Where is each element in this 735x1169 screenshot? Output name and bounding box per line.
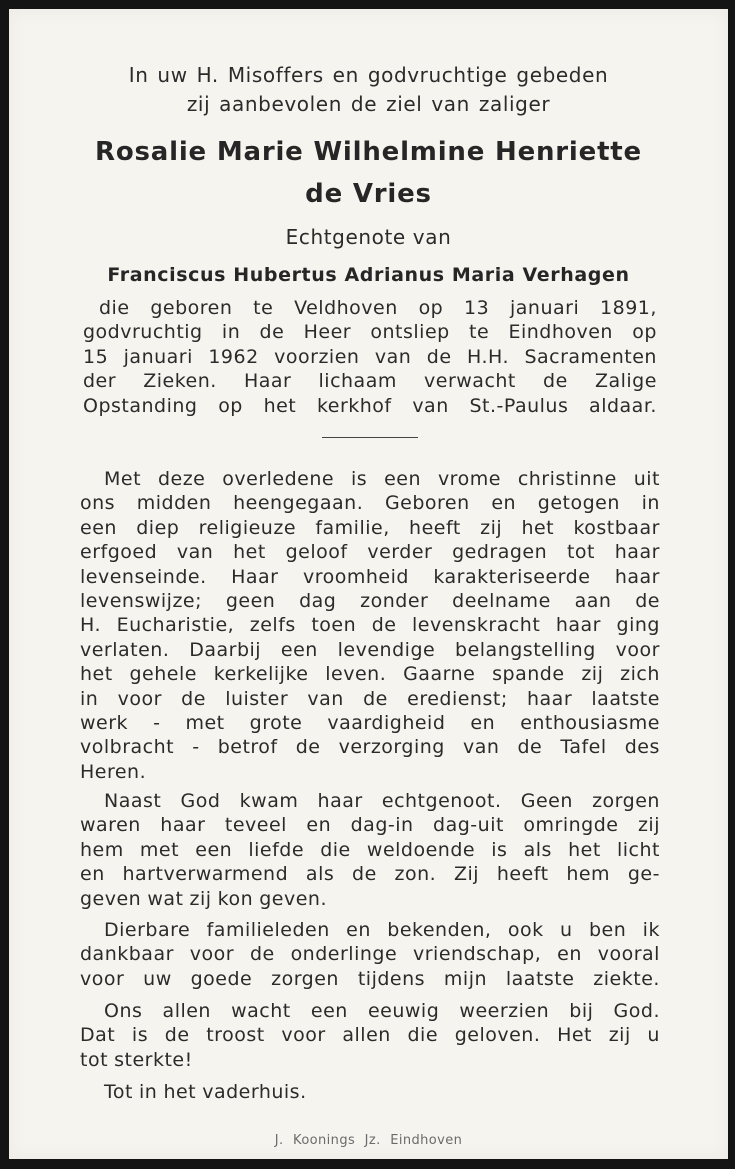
word: der — [83, 370, 117, 393]
word: en — [470, 712, 496, 735]
word: God. — [613, 1000, 660, 1022]
word: Haar — [231, 565, 279, 588]
word: zij — [189, 887, 212, 910]
word: laatste — [505, 967, 575, 990]
word: Gaarne — [403, 663, 476, 686]
word: godvruchtig — [83, 321, 203, 344]
word: uit — [633, 468, 660, 490]
eulogy-line — [80, 613, 660, 637]
eulogy-line — [80, 662, 660, 686]
word: van — [412, 394, 449, 417]
word: zorgen — [271, 967, 339, 990]
word: is — [131, 1024, 149, 1047]
word: de — [543, 370, 568, 393]
word: troost — [206, 1024, 265, 1047]
word: de — [295, 736, 321, 759]
eulogy-line — [80, 918, 660, 942]
word: van — [374, 345, 412, 368]
word: H.H. — [467, 345, 509, 368]
eulogy-line — [80, 862, 660, 886]
word: zelfs — [249, 614, 296, 637]
closing-phrase — [80, 1080, 660, 1104]
word: Veldhoven — [294, 297, 398, 319]
word: vaderhuis. — [202, 1081, 307, 1103]
word: het — [568, 838, 601, 861]
word: - — [192, 736, 200, 759]
biography-line — [83, 345, 657, 369]
word: is — [491, 838, 508, 861]
word: God — [180, 790, 221, 812]
word: dag-in — [350, 814, 414, 837]
word: u — [560, 919, 573, 941]
word: kon — [217, 887, 254, 910]
word: familie, — [315, 516, 390, 539]
word: geven — [80, 887, 142, 910]
word: 13 — [464, 297, 490, 319]
word: en — [557, 943, 582, 966]
eulogy-line — [80, 638, 660, 662]
word: toen — [311, 614, 357, 637]
word: als — [305, 863, 335, 886]
word: Tot — [104, 1081, 133, 1103]
word: een — [195, 838, 233, 861]
word: en — [306, 814, 332, 837]
word: grote — [249, 712, 303, 735]
word: Dat — [80, 1024, 116, 1047]
eulogy-line — [80, 999, 660, 1023]
word: en — [346, 919, 371, 941]
word: Zieken. — [143, 370, 217, 393]
word: Daarbij — [189, 638, 262, 661]
word: op — [418, 297, 444, 319]
word: dag — [299, 590, 337, 613]
word: haar — [555, 614, 601, 637]
word: kerkelijke — [213, 663, 309, 686]
word: Met — [104, 468, 142, 490]
word: de — [363, 687, 388, 710]
word: diep — [136, 516, 180, 539]
word: het — [233, 541, 266, 564]
word: kwam — [239, 790, 299, 812]
word: echtgenoot. — [381, 790, 502, 812]
word: karakteriseerde — [433, 565, 591, 588]
word: geboren — [150, 297, 233, 319]
word: allen — [342, 1024, 391, 1047]
word: in — [641, 492, 660, 515]
word: de — [371, 614, 397, 637]
word: zij — [608, 1024, 631, 1047]
word: omringde — [523, 814, 619, 837]
eulogy-line — [80, 887, 660, 911]
word: voor — [80, 967, 125, 990]
word: Naast — [104, 790, 162, 812]
word: eeuwig — [367, 1000, 440, 1022]
word: deze — [157, 468, 206, 490]
word: spande — [492, 663, 565, 686]
word: kerkhof — [316, 394, 392, 417]
word: vaardigheid — [327, 712, 446, 735]
eulogy-line — [80, 813, 660, 837]
eulogy-line — [80, 565, 660, 589]
word: ontsliep — [370, 321, 450, 344]
word: licht — [616, 838, 660, 861]
word: Eindhoven — [508, 321, 613, 344]
eulogy-line — [80, 838, 660, 862]
eulogy-line — [80, 467, 660, 491]
word: volbracht — [80, 736, 175, 759]
biography-line — [83, 394, 657, 418]
eulogy-paragraph-3 — [80, 918, 660, 991]
biography-block — [83, 296, 657, 418]
eulogy-line — [80, 967, 660, 991]
word: vooral — [597, 943, 660, 966]
word: de — [517, 736, 543, 759]
word: vriendschap, — [413, 943, 542, 966]
word: heeft — [409, 516, 461, 539]
word: hem — [566, 863, 611, 886]
biography-line — [83, 369, 657, 393]
word: gehele — [129, 663, 197, 686]
word: Opstanding — [83, 394, 198, 417]
word: weerzien — [459, 1000, 550, 1022]
word: aldaar. — [589, 394, 657, 417]
word: aan — [574, 590, 612, 613]
eulogy-line — [80, 589, 660, 613]
eulogy-line — [80, 540, 660, 564]
word: wat — [147, 887, 184, 910]
word: Tafel — [560, 736, 607, 759]
prayer-intro-line-1: In uw H. Misoffers en godvruchtige gebeden — [128, 63, 609, 87]
word: de — [352, 863, 377, 886]
word: werk — [80, 712, 129, 735]
eulogy-line — [80, 789, 660, 813]
deceased-name-line-1: Rosalie Marie Wilhelmine Henriette — [95, 137, 642, 167]
word: zij — [637, 814, 660, 837]
word: allen — [162, 1000, 211, 1022]
word: voor — [281, 1024, 326, 1047]
word: onderlinge — [290, 943, 398, 966]
word: en — [491, 492, 517, 515]
word: midden — [136, 492, 212, 515]
word: Eucharistie, — [116, 614, 235, 637]
word: getogen — [537, 492, 620, 515]
word: religieuze — [198, 516, 297, 539]
word: levenseinde. — [80, 565, 207, 588]
word: overledene — [222, 468, 335, 490]
eulogy-line — [80, 711, 660, 735]
word: gedragen — [452, 541, 548, 564]
word: teveel — [224, 814, 287, 837]
word: dankbaar — [80, 943, 174, 966]
word: waren — [80, 814, 141, 837]
word: lichaam — [318, 370, 397, 393]
word: heengegaan. — [233, 492, 364, 515]
word: de — [259, 321, 285, 344]
word: enthousiasme — [520, 712, 660, 735]
word: tijdens — [357, 967, 426, 990]
word: levenskracht — [412, 614, 541, 637]
word: tot — [80, 1048, 109, 1071]
word: des — [624, 736, 660, 759]
word: Ons — [104, 1000, 143, 1022]
eulogy-line — [80, 760, 660, 784]
word: zij — [581, 663, 604, 686]
word: Zij — [453, 863, 480, 886]
spouse-intro: Echtgenote van — [285, 225, 452, 249]
word: de — [164, 1024, 190, 1047]
word: in — [80, 687, 99, 710]
word: het — [80, 663, 113, 686]
word: op — [218, 394, 243, 417]
word: de — [635, 590, 660, 613]
section-divider — [322, 437, 418, 438]
word: verlaten. — [80, 638, 170, 661]
word: levendige — [337, 638, 436, 661]
word: Zalige — [594, 370, 657, 393]
word: luister — [225, 687, 289, 710]
word: die — [99, 297, 130, 319]
word: wacht — [231, 1000, 291, 1022]
word: van — [462, 736, 500, 759]
word: St.-Paulus — [469, 394, 569, 417]
word: bij — [569, 1000, 594, 1022]
word: de — [249, 943, 275, 966]
word: Sacramenten — [524, 345, 657, 368]
eulogy-line — [80, 1048, 660, 1072]
eulogy-line — [80, 735, 660, 759]
eulogy-paragraph-1 — [80, 467, 660, 784]
word: die — [320, 838, 351, 861]
word: voor — [189, 943, 235, 966]
word: betrof — [217, 736, 278, 759]
biography-line — [83, 320, 657, 344]
word: de — [181, 687, 206, 710]
word: haar — [160, 814, 206, 837]
word: een — [384, 468, 422, 490]
word: voorzien — [274, 345, 360, 368]
word: u — [647, 1024, 660, 1047]
word: Haar — [243, 370, 292, 393]
word: ben — [588, 919, 627, 941]
word: ook — [507, 919, 544, 941]
word: christinne — [517, 468, 617, 490]
word: die — [407, 1024, 439, 1047]
word: leven. — [325, 663, 387, 686]
word: in — [139, 1081, 158, 1103]
prayer-intro — [9, 61, 728, 119]
word: hem — [80, 838, 124, 861]
word: zon. — [394, 863, 437, 886]
word: H. — [80, 614, 101, 637]
word: geloven. — [454, 1024, 541, 1047]
word: voor — [117, 687, 162, 710]
word: Geboren — [384, 492, 470, 515]
word: januari — [510, 297, 580, 319]
word: kostbaar — [573, 516, 660, 539]
word: geloof — [285, 541, 348, 564]
word: een — [80, 516, 117, 539]
word: zorgen — [592, 790, 660, 812]
word: uw — [143, 967, 172, 990]
word: zij — [480, 516, 503, 539]
memorial-card — [9, 9, 728, 1159]
deceased-name-line-2: de Vries — [305, 179, 432, 209]
word: mijn — [443, 967, 488, 990]
word: ons — [80, 492, 116, 515]
eulogy-paragraph-2 — [80, 789, 660, 911]
prayer-intro-line-2: zij aanbevolen de ziel van zaliger — [186, 92, 551, 116]
word: heeft — [496, 863, 549, 886]
word: als — [523, 838, 552, 861]
word: vrome — [437, 468, 501, 490]
word: Heer — [303, 321, 352, 344]
word: zonder — [360, 590, 429, 613]
eulogy-line — [80, 942, 660, 966]
word: te — [253, 297, 274, 319]
word: goede — [190, 967, 253, 990]
word: ziekte. — [593, 967, 660, 990]
word: op — [632, 321, 657, 344]
word: dag-uit — [433, 814, 504, 837]
word: het — [263, 394, 297, 417]
word: ging — [616, 614, 660, 637]
word: en — [80, 863, 105, 886]
word: met — [185, 712, 225, 735]
word: bekenden, — [387, 919, 492, 941]
word: vroomheid — [302, 565, 409, 588]
word: familieleden — [206, 919, 330, 941]
word: verzorging — [338, 736, 445, 759]
word: Het — [557, 1024, 593, 1047]
word: Dierbare — [104, 919, 191, 941]
word: levenswijze; — [80, 590, 203, 613]
word: erfgoed — [80, 541, 158, 564]
eulogy-line — [80, 491, 660, 515]
word: in — [221, 321, 241, 344]
word: voor — [615, 638, 660, 661]
word: een — [310, 1000, 348, 1022]
word: 1962 — [208, 345, 259, 368]
word: van — [176, 541, 214, 564]
eulogy-line — [80, 516, 660, 540]
printer-imprint: J. Koonings Jz. Eindhoven — [274, 1133, 463, 1148]
word: met — [139, 838, 180, 861]
word: de — [426, 345, 452, 368]
spouse-name: Franciscus Hubertus Adrianus Maria Verhagen — [107, 264, 630, 286]
word: eredienst; — [407, 687, 508, 710]
word: weldoende — [366, 838, 476, 861]
word: te — [469, 321, 490, 344]
word: zich — [620, 663, 660, 686]
word: liefde — [248, 838, 305, 861]
word: laatste — [591, 687, 660, 710]
word: ik — [642, 919, 660, 941]
word: haar — [614, 541, 660, 564]
word: 1891, — [600, 297, 657, 319]
word: januari — [123, 345, 193, 368]
word: sterkte! — [114, 1048, 193, 1071]
word: verder — [367, 541, 433, 564]
word: van — [307, 687, 344, 710]
word: geven. — [259, 887, 327, 910]
word: - — [153, 712, 161, 735]
word: geen — [225, 590, 276, 613]
word: haar — [614, 565, 660, 588]
biography-line — [83, 296, 657, 320]
word: 15 — [83, 345, 109, 368]
word: het — [521, 516, 555, 539]
word: hartverwarmend — [122, 863, 289, 886]
word: verwacht — [424, 370, 516, 393]
word: deelname — [452, 590, 551, 613]
word: ge- — [627, 863, 660, 886]
word: haar — [317, 790, 363, 812]
word: een — [280, 638, 318, 661]
eulogy-line — [80, 687, 660, 711]
eulogy-paragraph-4 — [80, 999, 660, 1072]
word: haar — [526, 687, 573, 710]
eulogy-line — [80, 1023, 660, 1047]
word: het — [163, 1081, 197, 1103]
word: tot — [566, 541, 595, 564]
eulogy-line — [80, 1080, 660, 1104]
word: Geen — [520, 790, 573, 812]
word: Heren. — [80, 760, 147, 783]
word: belangstelling — [455, 638, 596, 661]
word: is — [351, 468, 368, 490]
